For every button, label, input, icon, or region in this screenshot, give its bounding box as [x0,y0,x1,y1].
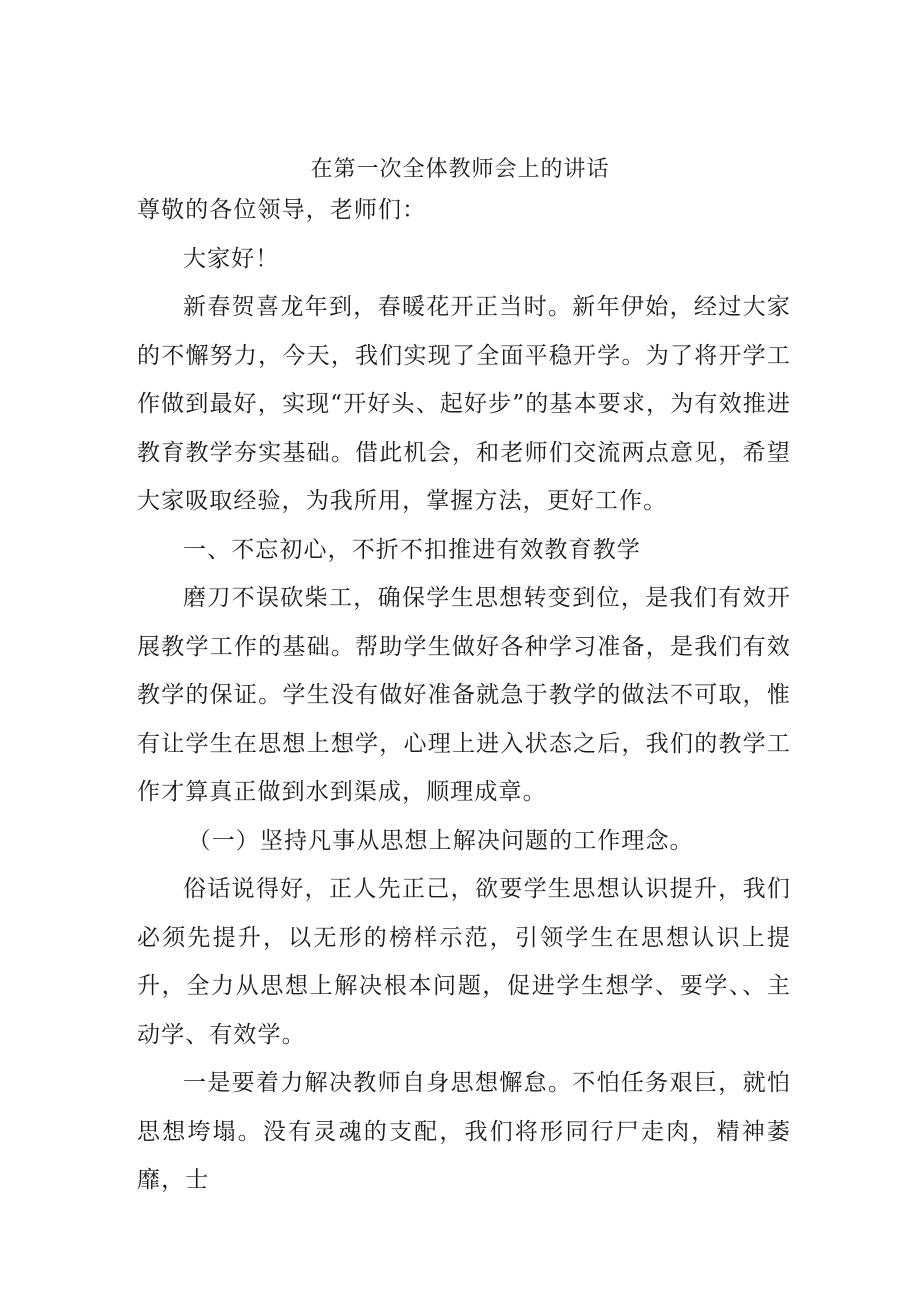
paragraph-opening: 新春贺喜龙年到，春暖花开正当时。新年伊始，经过大家的不懈努力，今天，我们实现了全面平稳开学。为了将开学工作做到最好，实现“开好头、起好步”的基本要求，为有效推进教育教学夯实基础。借此机会，和老师们交流两点意见，希望大家吸取经验，为我所用，掌握方法，更好工作。 [137,294,791,514]
salutation: 尊敬的各位领导，老师们： [137,197,427,223]
document-body [137,186,791,1205]
subsection-heading-1: （一）坚持凡事从思想上解决问题的工作理念。 [187,827,694,854]
paragraph-subsection-1: 俗话说得好，正人先正己，欲要学生思想认识提升，我们必须先提升，以无形的榜样示范，引领学生在思想认识上提升，全力从思想上解决根本问题，促进学生想学、要学、、主动学、有效学。 [137,876,791,1048]
paragraph-section-1: 磨刀不误砍柴工，确保学生思想转变到位，是我们有效开展教学工作的基础。帮助学生做好各种学习准备，是我们有效教学的保证。学生没有做好准备就急于教学的做法不可取，惟有让学生在思想上想学，心理上进入状态之后，我们的教学工作才算真正做到水到渠成，顺理成章。 [137,585,791,805]
document-title: 在第一次全体教师会上的讲话 [310,157,610,182]
paragraph-point-1: 一是要着力解决教师自身思想懈怠。不怕任务艰巨，就怕思想垮塌。没有灵魂的支配，我们将形同行尸走肉，精神萎靡，士 [137,1070,791,1193]
section-heading-1: 一、不忘初心，不折不扣推进有效教育教学 [183,536,641,563]
paragraph-greeting: 大家好！ [183,245,280,272]
